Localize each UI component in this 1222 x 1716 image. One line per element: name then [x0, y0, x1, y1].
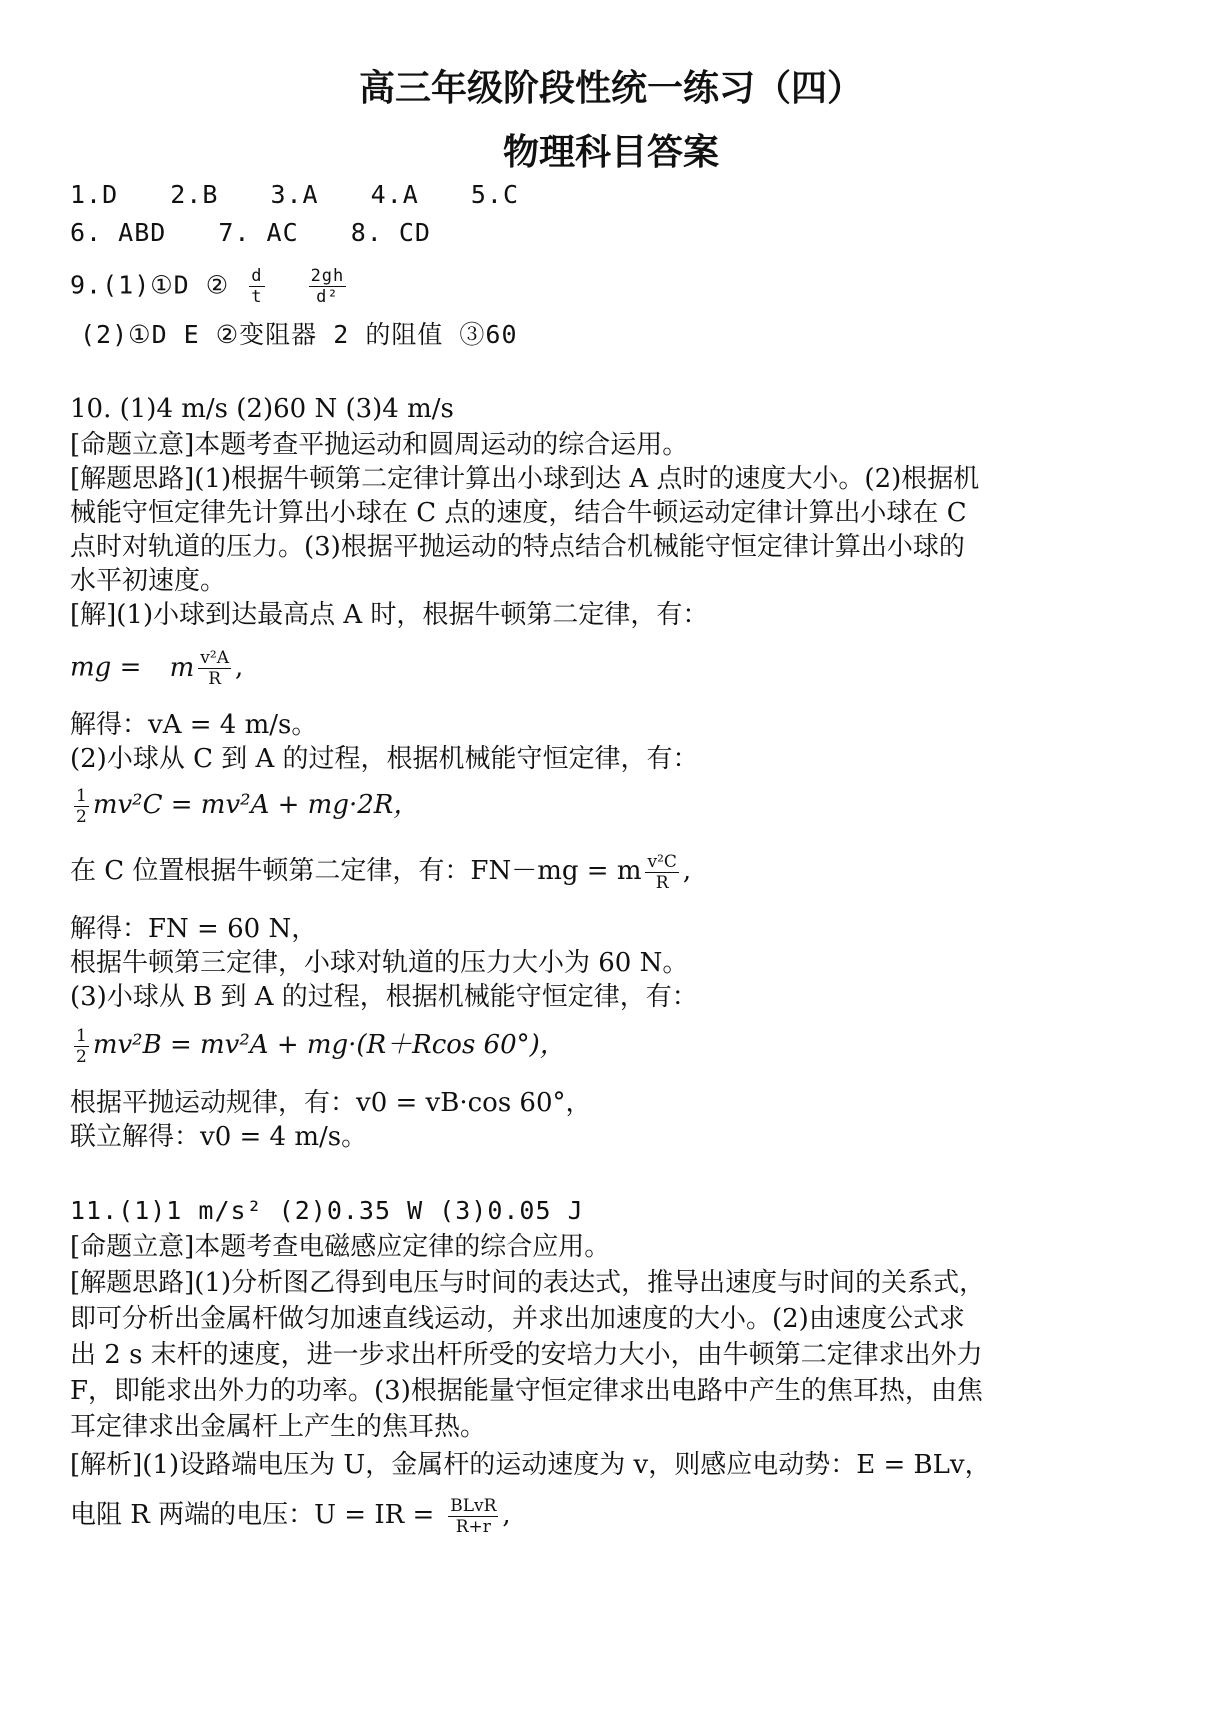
eq4-half-num: 1: [76, 1025, 87, 1046]
q10-equation-4: [70, 1024, 566, 1067]
q11-idea-line-1: [解题思路](1)分析图乙得到电压与时间的表达式，推导出速度与时间的关系式，: [70, 1268, 986, 1298]
q11-eq-left: 电阻 R 两端的电压：U = IR =: [70, 1500, 435, 1530]
q10-result-3: 联立解得：v0 = 4 m/s。: [70, 1122, 368, 1152]
q10-equation-2: [70, 784, 419, 827]
eq3-tail: ,: [682, 856, 692, 886]
page-subtitle: 物理科目答案: [502, 132, 719, 173]
q11-idea-line-3: 出 2 s 末杆的速度，进一步求出杆所受的安培力大小，由牛顿第二定律求出外力: [70, 1340, 983, 1370]
q10-third-law: 根据牛顿第三定律，小球对轨道的压力大小为 60 N。: [70, 948, 689, 978]
q11-analysis: [解析](1)设路端电压为 U，金属杆的运动速度为 v，则感应电动势：E = BLv，: [70, 1450, 991, 1480]
answer-5: 5.C: [470, 180, 520, 209]
q10-idea-line-4: 水平初速度。: [70, 566, 227, 596]
q10-idea-line-2: 械能守恒定律先计算出小球在 C 点的速度，结合牛顿运动定律计算出小球在 C: [70, 498, 967, 528]
q11-eq-num: BLvR: [450, 1495, 497, 1516]
eq2-half-num: 1: [76, 785, 87, 806]
q10-idea-line-1: [解题思路](1)根据牛顿第二定律计算出小球到达 A 点时的速度大小。(2)根据机: [70, 464, 980, 494]
eq1-m: m: [169, 652, 195, 683]
answer-2: 2.B: [170, 180, 219, 209]
eq1-tail: ,: [234, 652, 244, 683]
answer-8: 8. CD: [350, 218, 431, 247]
eq3-left: 在 C 位置根据牛顿第二定律，有：FN－mg = m: [70, 856, 642, 886]
eq1-left: mg =: [70, 652, 142, 683]
q11-equation-1: [70, 1494, 511, 1537]
q11-eq-tail: ,: [502, 1500, 511, 1530]
eq1-num: v²A: [200, 648, 229, 668]
q9-fraction-1: [249, 266, 264, 307]
q9-frac2-den: d²: [316, 287, 339, 307]
eq2-body: mv²C = mv²A + mg·2R，: [92, 790, 420, 820]
q10-answers: 10. (1)4 m/s (2)60 N (3)4 m/s: [70, 394, 454, 424]
q10-equation-3: [70, 850, 691, 893]
answer-1: 1.D: [70, 180, 119, 209]
answer-3: 3.A: [270, 180, 319, 209]
eq2-half: [74, 786, 89, 827]
eq3-den: R: [655, 872, 669, 893]
q11-idea-line-2: 即可分析出金属杆做匀加速直线运动，并求出加速度的大小。(2)由速度公式求: [70, 1304, 965, 1334]
eq1-fraction: [198, 648, 231, 689]
answer-6: 6. ABD: [70, 218, 167, 247]
q9-fraction-2: [309, 266, 347, 307]
choice-answers-row1: [70, 178, 1162, 212]
eq4-body: mv²B = mv²A + mg·(R＋Rcos 60°)，: [92, 1030, 566, 1060]
q11-idea-line-5: 耳定律求出金属杆上产生的焦耳热。: [70, 1412, 487, 1442]
q11-idea-line-4: F，即能求出外力的功率。(3)根据能量守恒定律求出电路中产生的焦耳热，由焦: [70, 1376, 983, 1406]
q11-eq-fraction: [448, 1496, 498, 1537]
q9-frac1-den: t: [251, 287, 263, 307]
q10-intent: [命题立意]本题考查平抛运动和圆周运动的综合运用。: [70, 430, 689, 460]
q9-part2: (2)①D E ②变阻器 2 的阻值 ③60: [80, 320, 518, 349]
q10-result-1: 解得：vA = 4 m/s。: [70, 710, 318, 740]
answer-4: 4.A: [370, 180, 419, 209]
eq4-half-den: 2: [76, 1046, 87, 1067]
eq1-den: R: [208, 669, 222, 689]
eq3-num: v²C: [647, 851, 677, 872]
answer-7: 7. AC: [218, 218, 299, 247]
q10-solution-3: (3)小球从 B 到 A 的过程，根据机械能守恒定律，有：: [70, 982, 698, 1012]
q10-solution-1: [解](1)小球到达最高点 A 时，根据牛顿第二定律，有：: [70, 600, 709, 630]
q10-equation-1: [70, 648, 243, 689]
q10-solution-2: (2)小球从 C 到 A 的过程，根据机械能守恒定律，有：: [70, 744, 699, 774]
q9-frac1-num: d: [251, 266, 263, 286]
q9-part1: [70, 266, 1162, 307]
q10-idea-line-3: 点时对轨道的压力。(3)根据平抛运动的特点结合机械能守恒定律计算出小球的: [70, 532, 965, 562]
q11-answers: 11.(1)1 m/s² (2)0.35 W (3)0.05 J: [70, 1196, 584, 1225]
q9-frac2-num: 2gh: [310, 266, 345, 286]
eq3-fraction: [645, 852, 678, 893]
page-title: 高三年级阶段性统一练习（四）: [358, 68, 863, 109]
q11-eq-den: R+r: [455, 1516, 491, 1537]
eq4-half: [74, 1026, 89, 1067]
q10-result-2: 解得：FN = 60 N，: [70, 914, 318, 944]
q10-equation-5: 根据平抛运动规律，有：v0 = vB·cos 60°，: [70, 1088, 592, 1118]
choice-answers-row2: [70, 216, 1162, 250]
q9-part1-prefix: 9.(1)①D ②: [70, 270, 230, 300]
q11-intent: [命题立意]本题考查电磁感应定律的综合应用。: [70, 1232, 611, 1262]
eq2-half-den: 2: [76, 806, 87, 827]
